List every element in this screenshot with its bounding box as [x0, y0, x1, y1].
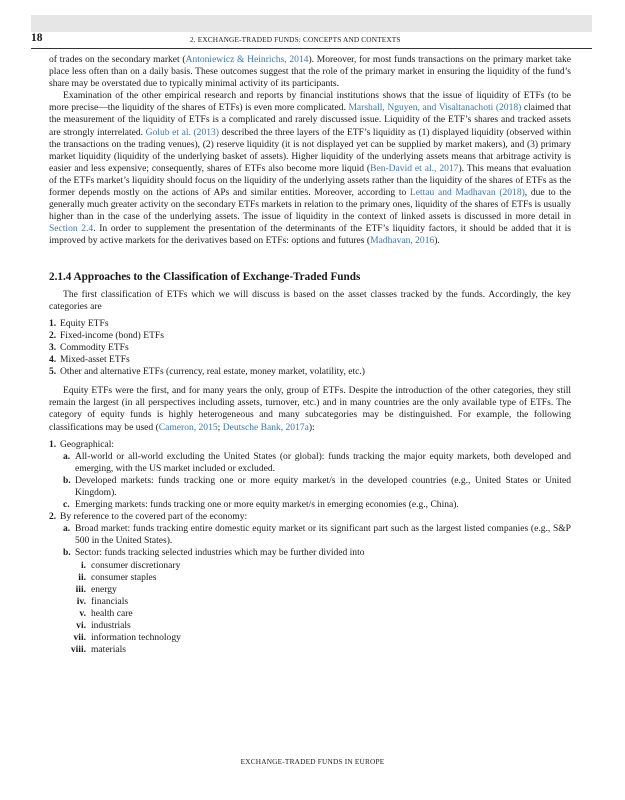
citation-link[interactable]: Deutsche Bank, 2017a [222, 421, 309, 433]
header-bar [31, 15, 592, 32]
citation-link[interactable]: Madhavan, 2016 [370, 235, 435, 247]
paragraph-liquidity-research: Examination of the other empirical research and reports by financial institutions shows that the issue of liquidity of ETFs (to be more precise—the liquidity of the shares of ETFs) is even more complicated. Marshall, Nguyen, and Visaltanachoti (2018) claimed that the measurement of the liquidity of ETFs is a complicated and rarely discussed issue. Liquidity of the ETF’s shares and tracked assets are strongly interrelated. Golub et al. (2013) described the three layers of the ETF’s liquidity as (1) displayed liquidity (observed within the transactions on the trading venues), (2) reserve liquidity (it is not displayed yet can be supplied by market makers), and (3) primary market liquidity (liquidity of the underlying basket of assets). Higher liquidity of the underlying assets means that arbitrage activity is easier and less expensive; consequently, shares of ETFs also become more liquid (Ben-David et al., 2017). This means that evaluation of the ETFs market’s liquidity should focus on the liquidity of the underlying assets rather than the liquidity of the shares of ETFs as the former depends mostly on the actions of APs and similar entities. Moreover, according to Lettau and Madhavan (2018), due to the generally much greater activity on the secondary ETFs markets in relation to the primary ones, liquidity of the shares of ETFs is usually higher than in the case of the underlying assets. The issue of liquidity in the context of linked assets is discussed in more detail in Section 2.4. In order to supplement the presentation of the determinants of the ETF’s liquidity factors, it should be added that it is improved by active markets for the derivatives based on ETFs: options and futures (Madhavan, 2016). [49, 90, 572, 247]
list-item-economy: 2. By reference to the covered part of the economy: [49, 511, 248, 523]
body-text [49, 54, 571, 663]
running-title: 2. EXCHANGE-TRADED FUNDS: CONCEPTS AND CONTEXTS [190, 35, 401, 44]
list-item-geographical: 1. Geographical: [49, 438, 115, 450]
page-footer: EXCHANGE-TRADED FUNDS IN EUROPE [240, 757, 385, 766]
sector-item: vii. information technology [73, 632, 181, 644]
header-rule [31, 48, 592, 49]
citation-link[interactable]: Lettau and Madhavan (2018) [409, 187, 525, 199]
list-item: 5. Other and alternative ETFs (currency, real estate, money market, volatility, etc.) [49, 366, 365, 378]
list-item: 3. Commodity ETFs [49, 341, 129, 353]
sector-item: i. consumer discretionary [80, 559, 181, 571]
citation-link[interactable]: Marshall, Nguyen, and Visaltanachoti (2018) [348, 102, 522, 114]
section-link[interactable]: Section 2.4 [49, 223, 94, 235]
list-item: 4. Mixed-asset ETFs [49, 354, 130, 366]
sector-item: vi. industrials [76, 620, 131, 632]
category-list [49, 318, 571, 378]
sub-item: b. Developed markets: funds tracking one or more equity market/s in the developed countries (e.g., United States or United Kingdom). [63, 474, 571, 498]
sector-item: viii. materials [70, 644, 126, 656]
sector-item: v. health care [79, 607, 133, 619]
sector-item: ii. consumer staples [78, 571, 157, 583]
equity-classification-list [49, 439, 571, 657]
sub-item: b. Sector: funds tracking selected industries which may be further divided into [63, 547, 365, 559]
sub-item: a. All-world or all-world excluding the United States (or global): funds tracking the major equity markets, both developed and emerging, with the US market included or excluded. [63, 450, 571, 474]
section-heading: 2.1.4 Approaches to the Classification of Exchange-Traded Funds [49, 270, 361, 283]
citation-link[interactable]: Antoniewicz & Heinrichs, 2014 [185, 54, 309, 65]
paragraph-equity-etfs: Equity ETFs were the first, and for many years the only, group of ETFs. Despite the introduction of the other categories, they still remain the largest (in all perspectives including assets, turnover, etc.) and in many countries are the only available type of ETFs. The category of equity funds is highly heterogeneous and many subcategories may be distinguished. For example, the following classifications may be used (Cameron, 2015; Deutsche Bank, 2017a): [49, 385, 571, 433]
sub-item: c. Emerging markets: funds tracking one or more equity market/s in emerging economies (e.g., China). [63, 499, 459, 511]
list-item: 2. Fixed-income (bond) ETFs [49, 329, 164, 341]
sector-item: iv. financials [76, 595, 129, 607]
paragraph-classification-intro: The first classification of ETFs which we will discuss is based on the asset classes tracked by the funds. Accordingly, the key categories are [49, 288, 571, 312]
citation-link[interactable]: Golub et al. (2013) [145, 126, 219, 138]
page-number: 18 [31, 32, 43, 44]
sector-item: iii. energy [75, 583, 117, 595]
paragraph-liquidity-trades: of trades on the secondary market (Antoniewicz & Heinrichs, 2014). Moreover, for most funds transactions on the primary market take place less often than on a daily basis. These outcomes suggest that the role of the primary market in ensuring the liquidity of the fund’s share may be overstated due to typically minimal activity of its participants. [49, 54, 571, 90]
citation-link[interactable]: Cameron, 2015 [158, 421, 218, 433]
citation-link[interactable]: Ben-David et al., 2017 [370, 162, 459, 174]
sub-item: a. Broad market: funds tracking entire domestic equity market or its significant part such as the largest listed companies (e.g., S&P 500 in the United States). [63, 523, 571, 547]
list-item: 1. Equity ETFs [49, 317, 109, 329]
